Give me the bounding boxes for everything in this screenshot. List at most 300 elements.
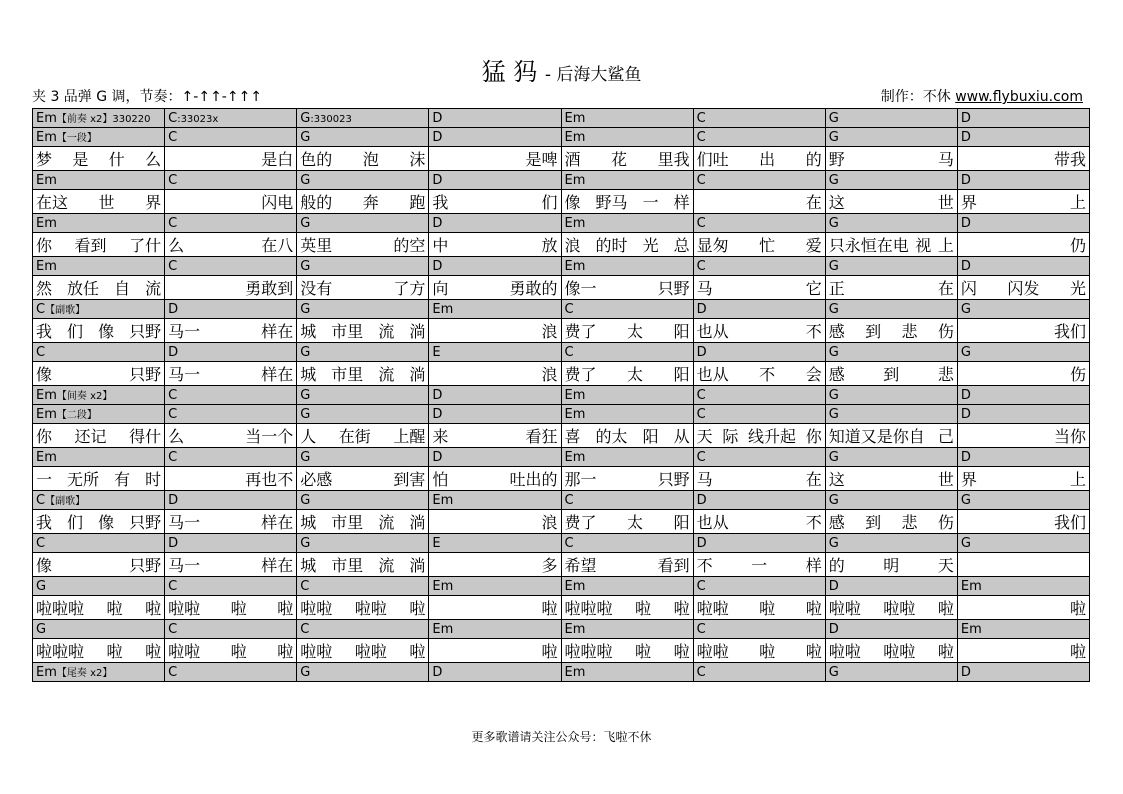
chord-cell	[561, 448, 693, 467]
chord-name: G	[300, 258, 311, 274]
lyric-text	[961, 510, 1086, 533]
chord-cell	[825, 577, 957, 596]
lyric-text	[697, 596, 822, 619]
lyric-text	[300, 639, 425, 662]
lyric-word: 城	[300, 513, 317, 532]
lyric-cell	[561, 147, 693, 171]
chord-annotation: 【二段】	[56, 410, 97, 421]
lyric-word: 们	[541, 193, 558, 212]
chord-cell	[957, 534, 1089, 553]
lyric-word: 啦	[635, 599, 652, 618]
lyric-text	[300, 553, 425, 576]
lyric-word: 市里	[331, 322, 364, 341]
lyric-word: 只野	[129, 513, 162, 532]
lyric-word: 沫	[409, 150, 426, 169]
chord-cell	[957, 257, 1089, 276]
lyric-word: 里我	[657, 150, 690, 169]
chord-cell	[165, 128, 297, 147]
lyric-word: 伤	[937, 322, 954, 341]
chord-name: G	[828, 172, 839, 188]
chord-name: Em	[564, 578, 586, 594]
chord-cell	[165, 257, 297, 276]
lyric-word: 马一	[168, 513, 201, 532]
lyric-word: 勇敢的	[509, 279, 558, 298]
lyric-word: 啦啦	[883, 599, 916, 618]
lyric-row	[33, 147, 1090, 171]
chord-name: C	[696, 215, 706, 231]
chord-name: Em	[960, 578, 982, 594]
chord-name: C	[36, 344, 46, 360]
lyric-row	[33, 510, 1090, 534]
lyric-word: 流	[378, 322, 395, 341]
chord-name: C	[168, 449, 178, 465]
lyric-word: 只野	[657, 279, 690, 298]
chord-name: G	[36, 578, 47, 594]
lyric-word: 啦	[541, 642, 558, 661]
lyric-word: 只野	[129, 365, 162, 384]
lyric-text	[697, 319, 822, 342]
chord-cell	[825, 300, 957, 319]
lyric-word: 有	[114, 470, 131, 489]
chord-cell	[693, 257, 825, 276]
lyric-cell	[165, 147, 297, 171]
chord-name: Em	[432, 301, 454, 317]
lyric-word: 啦啦	[828, 599, 861, 618]
lyric-word: 还记	[74, 427, 107, 446]
chord-name: G	[300, 172, 311, 188]
chord-cell	[429, 663, 561, 682]
lyric-text	[168, 362, 293, 385]
chord-cell	[561, 300, 693, 319]
lyric-text	[168, 190, 293, 213]
chord-cell	[693, 534, 825, 553]
lyric-cell	[957, 319, 1089, 343]
lyric-text	[168, 147, 293, 170]
chord-name: C	[36, 493, 46, 508]
lyric-word: 带我	[1053, 150, 1086, 169]
artist-name: - 后海大鲨鱼	[544, 65, 642, 85]
lyric-word: 界	[960, 193, 977, 212]
lyric-cell	[429, 362, 561, 386]
chord-name: Em	[564, 129, 586, 145]
chord-cell	[825, 620, 957, 639]
lyric-word: 闪电	[261, 193, 294, 212]
lyric-word: 界	[145, 193, 162, 212]
chord-name: G	[300, 449, 311, 465]
chord-name: G	[960, 492, 971, 508]
lyric-word: 仍	[1069, 236, 1086, 255]
lyric-word: 啦	[106, 599, 123, 618]
chord-name: D	[960, 406, 971, 422]
chord-annotation: 【副歌】	[45, 305, 86, 316]
lyric-row	[33, 639, 1090, 663]
lyric-word: 梦	[36, 150, 53, 169]
lyric-cell	[33, 276, 165, 300]
chord-cell	[561, 577, 693, 596]
chord-annotation: 【副歌】	[45, 496, 86, 507]
lyric-word: 啦	[1069, 599, 1086, 618]
chord-cell	[33, 109, 165, 128]
chord-name: C	[696, 258, 706, 274]
lyric-text	[697, 233, 822, 256]
lyric-cell	[561, 596, 693, 620]
lyric-word: 样在	[261, 556, 294, 575]
chord-cell	[561, 620, 693, 639]
chord-name: C	[564, 535, 574, 551]
chord-row	[33, 257, 1090, 276]
chord-name: G	[828, 492, 839, 508]
chord-name: D	[960, 215, 971, 231]
lyric-cell	[693, 639, 825, 663]
chord-cell	[429, 214, 561, 233]
lyric-word: 啦	[1069, 642, 1086, 661]
chord-name: C	[564, 344, 574, 360]
chord-cell	[693, 386, 825, 405]
lyric-word: 酒	[564, 150, 581, 169]
lyric-word: 淌	[409, 513, 426, 532]
chord-name: D	[696, 301, 707, 317]
lyric-text	[168, 319, 293, 342]
lyric-text	[565, 319, 690, 342]
lyric-cell	[33, 510, 165, 534]
lyric-cell	[297, 553, 429, 577]
chord-name: G	[300, 535, 311, 551]
lyric-cell	[561, 510, 693, 534]
chord-name: D	[696, 535, 707, 551]
lyric-text	[961, 233, 1086, 256]
lyric-text	[36, 362, 161, 385]
lyric-word: 只野	[129, 322, 162, 341]
lyric-word: 啦	[277, 599, 294, 618]
lyric-cell	[561, 190, 693, 214]
lyric-row	[33, 596, 1090, 620]
lyric-word: 市里	[331, 365, 364, 384]
chord-cell	[429, 300, 561, 319]
lyric-word: 啦啦	[300, 642, 333, 661]
chord-name: G	[828, 449, 839, 465]
lyric-word: 般的	[300, 193, 333, 212]
lyric-word: 爱	[805, 236, 822, 255]
lyric-cell	[429, 510, 561, 534]
lyric-row	[33, 233, 1090, 257]
lyric-word: 的	[828, 556, 845, 575]
chord-cell	[165, 534, 297, 553]
lyric-cell	[297, 424, 429, 448]
chord-row	[33, 491, 1090, 510]
lyric-word: 在	[805, 470, 822, 489]
chord-name: G	[828, 215, 839, 231]
lyric-cell	[429, 276, 561, 300]
chord-row	[33, 620, 1090, 639]
chord-name: C	[696, 406, 706, 422]
chord-name: D	[696, 344, 707, 360]
chord-row	[33, 171, 1090, 190]
lyric-cell	[825, 467, 957, 491]
chord-cell	[33, 663, 165, 682]
lyric-text	[36, 596, 161, 619]
lyric-word: 浪	[541, 365, 558, 384]
lyric-text	[829, 510, 954, 533]
chord-cell	[165, 620, 297, 639]
lyric-cell	[693, 467, 825, 491]
lyric-text	[565, 553, 690, 576]
lyric-word: 啦啦	[828, 642, 861, 661]
lyric-cell	[165, 553, 297, 577]
lyric-word: 光	[1069, 279, 1086, 298]
lyric-word: 马一	[168, 365, 201, 384]
chord-name: C	[696, 129, 706, 145]
lyric-text	[829, 233, 954, 256]
lyric-word: 市里	[331, 556, 364, 575]
lyric-word: 在	[805, 193, 822, 212]
chord-name: G	[300, 110, 311, 126]
lyric-word: 闪发	[1007, 279, 1040, 298]
lyric-text	[697, 362, 822, 385]
lyric-cell	[825, 553, 957, 577]
chord-cell	[297, 620, 429, 639]
lyric-word: 世	[98, 193, 115, 212]
lyric-cell	[297, 147, 429, 171]
chord-annotation: 【尾奏 x2】	[56, 668, 113, 679]
chord-name: D	[168, 301, 179, 317]
chord-cell	[825, 386, 957, 405]
lyric-text	[961, 596, 1086, 619]
chord-cell	[957, 343, 1089, 362]
chord-name: D	[432, 406, 443, 422]
lyric-word: 到害	[393, 470, 426, 489]
lyric-row	[33, 424, 1090, 448]
lyric-word: 人	[300, 427, 317, 446]
chord-annotation: :33023x	[177, 113, 219, 125]
chord-name: D	[432, 110, 443, 126]
chord-cell	[165, 386, 297, 405]
lyric-cell	[825, 276, 957, 300]
chord-name: C	[168, 387, 178, 403]
lyric-text	[432, 467, 557, 490]
lyric-word: 来	[432, 427, 449, 446]
chord-cell	[825, 663, 957, 682]
chord-cell	[165, 343, 297, 362]
chord-cell	[561, 534, 693, 553]
lyric-cell	[825, 510, 957, 534]
chord-cell	[297, 171, 429, 190]
lyric-cell	[297, 362, 429, 386]
lyric-cell	[825, 362, 957, 386]
chord-cell	[33, 620, 165, 639]
lyric-word: 也从	[696, 365, 729, 384]
lyric-cell	[957, 190, 1089, 214]
lyric-text	[300, 467, 425, 490]
chord-cell	[957, 663, 1089, 682]
lyric-text	[697, 510, 822, 533]
lyric-word: 淌	[409, 556, 426, 575]
lyric-word: 界	[960, 470, 977, 489]
lyric-row	[33, 467, 1090, 491]
chord-cell	[33, 386, 165, 405]
chord-cell	[165, 491, 297, 510]
lyric-text	[829, 319, 954, 342]
chord-name: G	[300, 129, 311, 145]
lyric-word: 城	[300, 322, 317, 341]
lyric-word: 啦	[805, 599, 822, 618]
lyric-word: 费了	[564, 513, 597, 532]
chord-name: G	[828, 664, 839, 680]
lyric-word: 你	[805, 427, 822, 446]
lyric-cell	[957, 233, 1089, 257]
lyric-word: 啦	[635, 642, 652, 661]
lyric-word: 样在	[261, 365, 294, 384]
lyric-text	[168, 553, 293, 576]
chord-name: G	[36, 621, 47, 637]
chord-name: C	[696, 621, 706, 637]
lyric-cell	[561, 424, 693, 448]
chord-name: D	[960, 664, 971, 680]
chord-annotation: 【一段】	[56, 133, 97, 144]
chord-name: C	[300, 621, 310, 637]
chord-cell	[561, 405, 693, 424]
lyric-word: 啦	[673, 642, 690, 661]
chord-name: Em	[36, 449, 57, 465]
lyric-text	[36, 510, 161, 533]
lyric-text	[300, 510, 425, 533]
lyric-word: 会	[805, 365, 822, 384]
lyric-cell	[33, 362, 165, 386]
lyric-word: 从	[673, 427, 690, 446]
lyric-text	[961, 424, 1086, 447]
lyric-word: 马	[696, 279, 713, 298]
chord-cell	[33, 405, 165, 424]
lyric-word: 样在	[261, 513, 294, 532]
lyric-word: 伤	[937, 513, 954, 532]
lyric-word: 感	[828, 513, 845, 532]
lyric-word: 知道又是你自	[828, 427, 925, 446]
chord-name: G	[300, 664, 311, 680]
lyric-text	[961, 639, 1086, 662]
chord-row	[33, 405, 1090, 424]
lyric-word: 啦啦	[354, 642, 387, 661]
key-info: 夹 3 品弹 G 调，节奏：↑-↑↑-↑↑↑	[32, 89, 263, 105]
footer-note: 更多歌谱请关注公众号：飞啦不休	[471, 730, 652, 744]
lyric-word: 自	[114, 279, 131, 298]
lyric-text	[36, 190, 161, 213]
lyric-word: 一	[751, 556, 768, 575]
lyric-text	[300, 276, 425, 299]
lyric-cell	[429, 424, 561, 448]
lyric-text	[36, 319, 161, 342]
chord-cell	[693, 109, 825, 128]
lyric-word: 们吐	[696, 150, 729, 169]
lyric-word: 淌	[409, 365, 426, 384]
chord-cell	[693, 171, 825, 190]
lyric-word: 无所	[67, 470, 100, 489]
lyric-word: 是	[72, 150, 89, 169]
chord-name: D	[960, 449, 971, 465]
lyric-word: 是啤	[525, 150, 558, 169]
lyric-cell	[165, 319, 297, 343]
lyric-cell	[957, 510, 1089, 534]
lyric-word: 你	[36, 236, 53, 255]
lyric-word: 上	[1069, 470, 1086, 489]
lyric-cell	[165, 639, 297, 663]
lyric-word: 马一	[168, 556, 201, 575]
lyric-word: 啦	[106, 642, 123, 661]
lyric-text	[432, 596, 557, 619]
lyric-cell	[429, 233, 561, 257]
chord-name: D	[432, 215, 443, 231]
lyric-text	[961, 467, 1086, 490]
chord-name: G	[300, 301, 311, 317]
lyric-cell	[165, 596, 297, 620]
lyric-text	[432, 362, 557, 385]
lyric-text	[432, 276, 557, 299]
lyric-word: 闪	[960, 279, 977, 298]
chord-row	[33, 300, 1090, 319]
chord-name: Em	[432, 578, 454, 594]
website-link[interactable]: www.flybuxiu.com	[955, 89, 1083, 105]
lyric-word: 的	[805, 150, 822, 169]
chord-name: C	[168, 258, 178, 274]
chord-cell	[429, 343, 561, 362]
lyric-word: 悲	[901, 513, 918, 532]
lyric-word: 了方	[393, 279, 426, 298]
chord-cell	[693, 343, 825, 362]
chord-cell	[957, 386, 1089, 405]
lyric-word: 色的	[300, 150, 333, 169]
lyric-text	[961, 362, 1086, 385]
lyric-cell	[561, 362, 693, 386]
chord-name: C	[168, 129, 178, 145]
lyric-word: 不	[805, 322, 822, 341]
lyric-text	[300, 424, 425, 447]
lyric-text	[168, 233, 293, 256]
chord-cell	[165, 300, 297, 319]
lyric-word: 伤	[1069, 365, 1086, 384]
chord-annotation: 【间奏 x2】	[56, 391, 113, 402]
chord-cell	[561, 128, 693, 147]
chord-cell	[33, 534, 165, 553]
lyric-cell	[429, 147, 561, 171]
chord-name: D	[432, 129, 443, 145]
lyric-cell	[957, 553, 1089, 577]
lyric-word: 流	[378, 365, 395, 384]
chord-cell	[429, 109, 561, 128]
chord-name: G	[828, 535, 839, 551]
chord-cell	[297, 663, 429, 682]
lyric-text	[432, 553, 557, 576]
lyric-word: 像	[98, 513, 115, 532]
lyric-text	[829, 596, 954, 619]
chord-name: Em	[432, 621, 454, 637]
lyric-text	[829, 362, 954, 385]
lyric-row	[33, 553, 1090, 577]
chord-name: D	[960, 129, 971, 145]
lyric-cell	[429, 553, 561, 577]
lyric-word: 啦	[230, 599, 247, 618]
chord-cell	[429, 257, 561, 276]
lyric-cell	[429, 596, 561, 620]
chord-name: D	[432, 449, 443, 465]
lyric-cell	[165, 276, 297, 300]
lyric-text	[565, 276, 690, 299]
lyric-cell	[825, 596, 957, 620]
song-name: 猛 犸	[481, 58, 538, 86]
chord-name: Em	[564, 215, 586, 231]
chord-name: Em	[36, 111, 57, 126]
lyric-cell	[33, 233, 165, 257]
lyric-word: 我	[36, 513, 53, 532]
lyric-text	[168, 276, 293, 299]
lyric-word: 啦	[145, 642, 162, 661]
